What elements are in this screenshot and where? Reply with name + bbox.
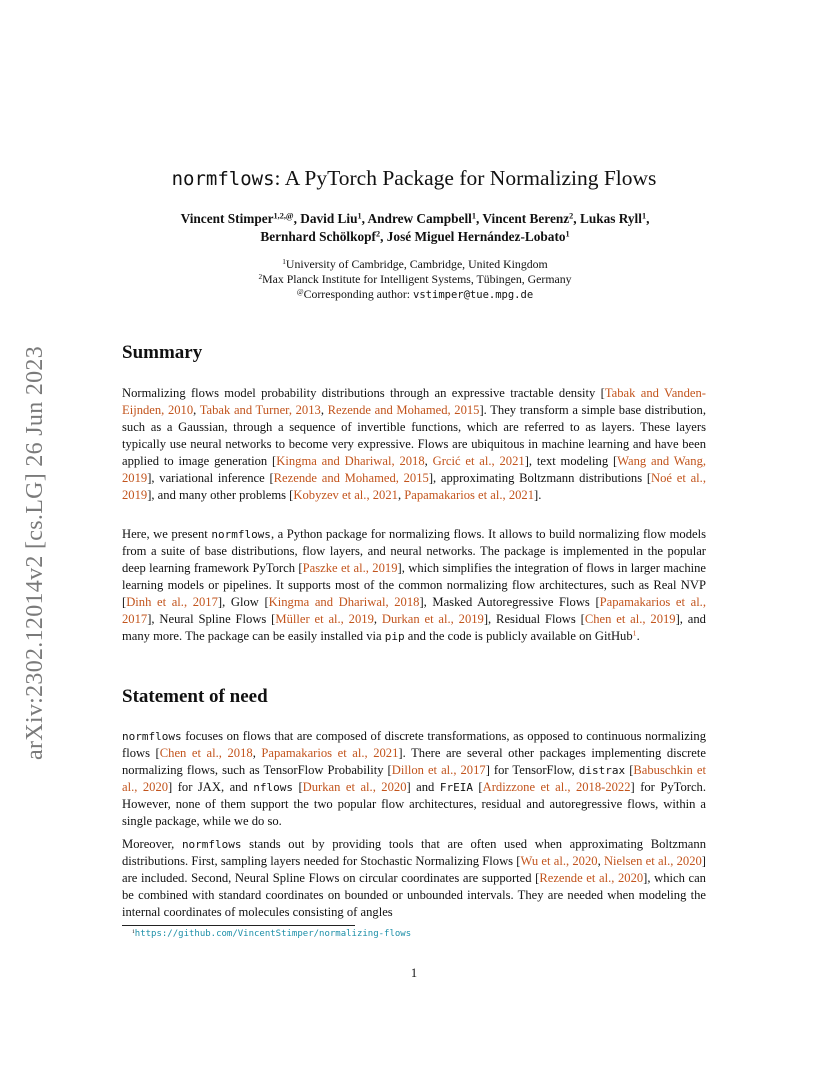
citation-link[interactable]: Kingma and Dhariwal, 2018 bbox=[268, 595, 420, 609]
code-term: nflows bbox=[253, 781, 293, 794]
need-paragraph-1: normflows focuses on flows that are composed of discrete transformations, as opposed to continuous normalizing flows [Chen et al., 2018, Papamakarios et al., 2021]. There are several other packages implementing discrete normalizing flows, such as TensorFlow Probability [Dillon et al., 2017] for TensorFlow, distrax [Babuschkin et al., 2020] for JAX, and nflows [Durkan et al., 2020] and FrEIA [Ardizzone et al., 2018-2022] for PyTorch. However, none of them support the two popular flow architectures, residual and autoregressive flows, within a single package, while we do so. bbox=[122, 729, 706, 828]
author-name: Vincent Stimper bbox=[180, 211, 274, 226]
arxiv-stamp: arXiv:2302.12014v2 [cs.LG] 26 Jun 2023 bbox=[22, 345, 48, 760]
affiliations bbox=[120, 257, 710, 303]
author-affil-mark: 1,2,@ bbox=[273, 211, 294, 221]
author-affil-mark: 1 bbox=[471, 211, 476, 221]
citation-link[interactable]: Müller et al., 2019 bbox=[275, 612, 374, 626]
citation-link[interactable]: Papamakarios et al., 2021 bbox=[261, 746, 399, 760]
code-term: normflows bbox=[122, 730, 182, 743]
citation-link[interactable]: Kobyzev et al., 2021 bbox=[293, 488, 398, 502]
citation-link[interactable]: Chen et al., 2018 bbox=[159, 746, 253, 760]
citation-link[interactable]: Ardizzone et al., 2018-2022 bbox=[482, 780, 631, 794]
code-term: normflows bbox=[181, 838, 242, 851]
paper-title bbox=[0, 166, 828, 191]
author-affil-mark: 1 bbox=[565, 229, 570, 239]
footnote: $^1$https://github.com/VincentStimper/normalizing-flows bbox=[132, 928, 412, 939]
author-list: Vincent Stimper$^{1,2,@}$, David Liu$^1$, Andrew Campbell$^1$, Vincent Berenz$^2$, Lukas Ryll$^1$, Bernhard Schölkopf$^2$, José Miguel Hernández-Lobato$^1$ bbox=[180, 211, 650, 244]
citation-link[interactable]: Kingma and Dhariwal, 2018 bbox=[276, 454, 425, 468]
citation-link[interactable]: Dinh et al., 2017 bbox=[126, 595, 218, 609]
email-link[interactable]: vstimper@tue.mpg.de bbox=[413, 289, 534, 301]
author-affil-mark: 2 bbox=[569, 211, 574, 221]
citation-link[interactable]: Paszke et al., 2019 bbox=[302, 561, 398, 575]
corresponding-author: @Corresponding author: vstimper@tue.mpg.de bbox=[296, 286, 534, 301]
summary-paragraph-1: Normalizing flows model probability distributions through an expressive tractable density [Tabak and Vanden-Eijnden, 2010, Tabak and Turner, 2013, Rezende and Mohamed, 2015]. They transform a simple base distribution, such as a Gaussian, through a sequence of invertible functions, which are referred to as layers. These layers typically use neural networks to become very expressive. Flows are ubiquitous in machine learning and have been applied to image generation [Kingma and Dhariwal, 2018, Grcić et al., 2021], text modeling [Wang and Wang, 2019], variational inference [Rezende and Mohamed, 2015], approximating Boltzmann distributions [Noé et al., 2019], and many other problems [Kobyzev et al., 2021, Papamakarios et al., 2021]. bbox=[122, 386, 707, 502]
footnote-mark[interactable]: 1 bbox=[632, 628, 637, 638]
author-name: Bernhard Schölkopf bbox=[260, 229, 376, 244]
affiliation-line: $^2$Max Planck Institute for Intelligent Systems, Tübingen, Germany bbox=[258, 271, 572, 286]
author-affil-mark: 1 bbox=[641, 211, 647, 221]
author-affil-mark: 1 bbox=[357, 211, 362, 221]
affiliation-line: $^1$University of Cambridge, Cambridge, United Kingdom bbox=[282, 256, 548, 271]
title-package-name: normflows bbox=[171, 168, 275, 190]
citation-link[interactable]: Tabak and Turner, 2013 bbox=[199, 403, 321, 417]
need-paragraph-2: Moreover, normflows stands out by providing tools that are often used when approximating Boltzmann distributions. First, sampling layers needed for Stochastic Normalizing Flows [Wu et al., 2020, Nielsen et al., 2020] are included. Second, Neural Spline Flows on circular coordinates are supported [Rezende et al., 2020], which can be combined with standard coordinates on bounded or unbounded intervals. They are needed when modeling the internal coordinates of molecules consisting of angles bbox=[122, 837, 706, 919]
author-name: David Liu bbox=[300, 211, 358, 226]
citation-link[interactable]: Tabak and Vanden-Eijnden, 2010 bbox=[122, 386, 706, 417]
github-link[interactable]: https://github.com/VincentStimper/normalizing-flows bbox=[134, 929, 412, 939]
citation-link[interactable]: Grcić et al., 2021 bbox=[432, 454, 525, 468]
citation-link[interactable]: Wu et al., 2020 bbox=[520, 854, 598, 868]
citation-link[interactable]: Papamakarios et al., 2021 bbox=[404, 488, 535, 502]
author-affil-mark: 2 bbox=[375, 229, 381, 239]
author-name: Andrew Campbell bbox=[367, 211, 472, 226]
footnote-divider bbox=[122, 925, 355, 926]
author-name: José Miguel Hernández-Lobato bbox=[386, 229, 566, 244]
author-name: Lukas Ryll bbox=[579, 211, 642, 226]
citation-link[interactable]: Dillon et al., 2017 bbox=[391, 763, 486, 777]
title-rest: : A PyTorch Package for Normalizing Flows bbox=[274, 166, 657, 190]
code-term: normflows bbox=[211, 528, 271, 541]
citation-link[interactable]: Chen et al., 2019 bbox=[584, 612, 676, 626]
citation-link[interactable]: Wang and Wang, 2019 bbox=[122, 454, 707, 485]
citation-link[interactable]: Papamakarios et al., 2017 bbox=[122, 595, 706, 626]
citation-link[interactable]: Rezende et al., 2020 bbox=[539, 871, 644, 885]
citation-link[interactable]: Babuschkin et al., 2020 bbox=[122, 763, 706, 794]
code-term: FrEIA bbox=[439, 781, 473, 794]
citation-link[interactable]: Rezende and Mohamed, 2015 bbox=[327, 403, 480, 417]
code-term: pip bbox=[384, 630, 405, 643]
citation-link[interactable]: Rezende and Mohamed, 2015 bbox=[273, 471, 429, 485]
citation-link[interactable]: Noé et al., 2019 bbox=[122, 471, 706, 502]
section-heading-need: Statement of need bbox=[122, 686, 268, 707]
citation-link[interactable]: Durkan et al., 2019 bbox=[381, 612, 484, 626]
summary-paragraph-2: Here, we present normflows, a Python package for normalizing flows. It allows to build normalizing flow models from a suite of base distributions, flow layers, and neural networks. The package is implemented in the popular deep learning framework PyTorch [Paszke et al., 2019], which simplifies the integration of flows in larger machine learning models or pipelines. It supports most of the common normalizing flow architectures, such as Real NVP [Dinh et al., 2017], Glow [Kingma and Dhariwal, 2018], Masked Autoregressive Flows [Papamakarios et al., 2017], Neural Spline Flows [Müller et al., 2019, Durkan et al., 2019], Residual Flows [Chen et al., 2019], and many more. The package can be easily installed via pip and the code is publicly available on GitHub$^1$. bbox=[122, 527, 707, 643]
code-term: distrax bbox=[578, 764, 626, 777]
author-name: Vincent Berenz bbox=[482, 211, 570, 226]
citation-link[interactable]: Durkan et al., 2020 bbox=[302, 780, 407, 794]
page-number: 1 bbox=[410, 966, 418, 980]
citation-link[interactable]: Nielsen et al., 2020 bbox=[603, 854, 702, 868]
section-heading-summary: Summary bbox=[122, 342, 203, 363]
